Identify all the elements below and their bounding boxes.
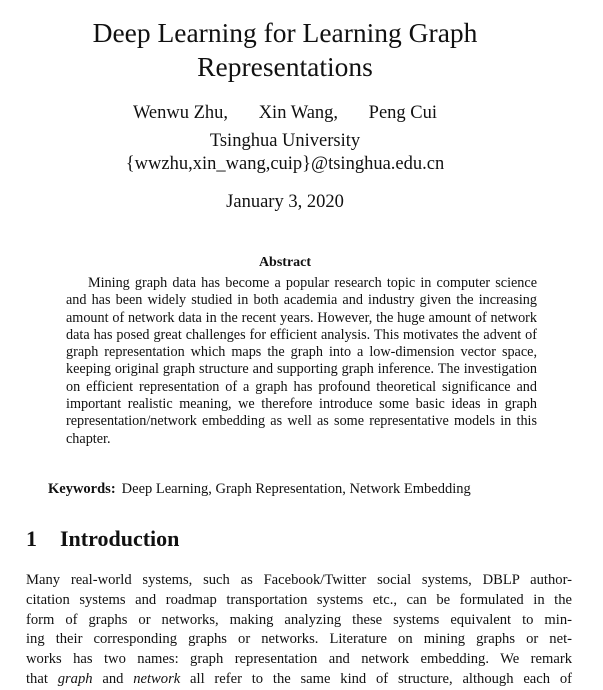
keywords-label: Keywords:: [48, 481, 116, 497]
section-title: Introduction: [60, 526, 180, 551]
abstract-text: Mining graph data has become a popular research topic in computer science and has been widely studied in both academia and industry given the increasing amount of network data in the recent years. However, the huge amount of network data has posed great challenges for efficient analysis. This motivates the advent of graph representation which maps the graph into a low-dimension vector space, keeping original graph structure and supporting graph inference. The investigation on efficient representation of a graph has profound theoretical significance and important realistic meaning, we therefore introduce some basic ideas in graph representation/network embedding as well as some representative models in this chapter.: [66, 275, 537, 447]
paragraph-line: [26, 670, 572, 690]
emphasis-network: network: [133, 670, 181, 687]
paragraph-line: form of graphs or networks, making analyzing these systems equivalent to min-: [26, 611, 572, 628]
section-number: 1: [26, 526, 37, 551]
author-list: [0, 103, 570, 124]
affiliation: Tsinghua University: [209, 131, 361, 151]
paragraph-line: Many real-world systems, such as Facebook/Twitter social systems, DBLP author-: [26, 572, 572, 588]
emphasis-graph: graph: [57, 670, 93, 687]
introduction-paragraph: [26, 571, 572, 690]
author-emails: {wwzhu,xin_wang,cuip}@tsinghua.edu.cn: [125, 154, 445, 174]
text-run: that: [26, 670, 58, 687]
paragraph-line: ing their corresponding graphs or networks. Literature on mining graphs or net-: [26, 631, 572, 648]
paper-title: [0, 16, 570, 84]
keywords-value: Deep Learning, Graph Representation, Network Embedding: [121, 481, 471, 497]
title-line-2: Representations: [197, 51, 373, 82]
text-run: and: [92, 670, 134, 687]
paragraph-line: works has two names: graph representation and network embedding. We remark: [26, 651, 572, 668]
paragraph-line: citation systems and roadmap transportation systems etc., can be formulated in the: [26, 591, 572, 608]
author-name: Xin Wang,: [258, 103, 339, 123]
text-run: all refer to the same kind of structure, although each of: [180, 670, 572, 687]
author-name: Wenwu Zhu,: [132, 103, 229, 123]
abstract-heading: Abstract: [258, 255, 312, 270]
keywords: [48, 481, 588, 498]
section-heading: [26, 526, 179, 552]
paper-date: January 3, 2020: [226, 192, 344, 212]
author-name: Peng Cui: [368, 103, 438, 123]
title-line-1: Deep Learning for Learning Graph: [92, 17, 478, 48]
